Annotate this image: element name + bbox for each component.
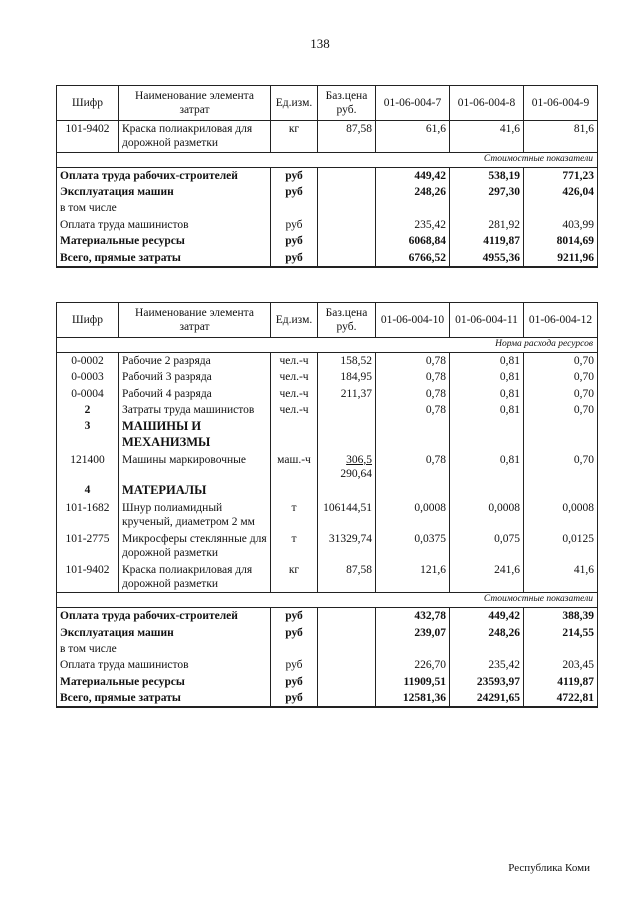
summary-row — [57, 690, 598, 707]
norm-value: 0,70 — [524, 386, 598, 402]
summary-name: Оплата труда машинистов — [57, 657, 271, 673]
summary-row — [57, 217, 598, 233]
resource-name: Рабочие 2 разряда — [119, 352, 271, 369]
base-price — [318, 402, 376, 418]
summary-name: Всего, прямые затраты — [57, 690, 271, 707]
summary-price-empty — [318, 250, 376, 267]
summary-value: 23593,97 — [450, 674, 524, 690]
column-header: 01-06-004-7 — [376, 86, 450, 121]
summary-row — [57, 608, 598, 625]
summary-price-empty — [318, 217, 376, 233]
norm-value: 0,075 — [450, 531, 524, 562]
norm-value — [376, 418, 450, 451]
table-row — [57, 386, 598, 402]
norm-value: 0,78 — [376, 352, 450, 369]
summary-price-empty — [318, 625, 376, 641]
base-price — [318, 482, 376, 500]
summary-value: 12581,36 — [376, 690, 450, 707]
summary-unit — [271, 641, 318, 657]
summary-value: 9211,96 — [524, 250, 598, 267]
norm-value: 0,0008 — [450, 500, 524, 531]
resource-code: 101-2775 — [57, 531, 119, 562]
summary-value — [450, 200, 524, 216]
summary-unit — [271, 200, 318, 216]
resource-code: 3 — [57, 418, 119, 451]
resource-code: 101-9402 — [57, 562, 119, 593]
base-price-alt-value: 290,64 — [340, 468, 372, 480]
summary-unit: руб — [271, 167, 318, 184]
summary-value: 203,45 — [524, 657, 598, 673]
summary-unit: руб — [271, 217, 318, 233]
norm-label: Норма расхода ресурсов — [57, 338, 598, 353]
norm-value: 0,78 — [376, 369, 450, 385]
summary-value: 4119,87 — [450, 233, 524, 249]
summary-row — [57, 657, 598, 673]
column-header: Наименование элемента затрат — [119, 303, 271, 338]
resource-name: Краска полиакриловая для дорожной разметки — [119, 121, 271, 153]
summary-price-empty — [318, 641, 376, 657]
summary-row — [57, 250, 598, 267]
norm-value — [376, 482, 450, 500]
base-price: 211,37 — [318, 386, 376, 402]
summary-value: 214,55 — [524, 625, 598, 641]
summary-value: 4119,87 — [524, 674, 598, 690]
summary-value: 403,99 — [524, 217, 598, 233]
summary-row — [57, 233, 598, 249]
table-header-row — [57, 303, 598, 338]
summary-value: 426,04 — [524, 184, 598, 200]
norm-value: 0,70 — [524, 452, 598, 483]
resource-unit: кг — [271, 562, 318, 593]
summary-price-empty — [318, 608, 376, 625]
base-price: 31329,74 — [318, 531, 376, 562]
summary-value: 281,92 — [450, 217, 524, 233]
resource-name: Микросферы стеклянные для дорожной разметки — [119, 531, 271, 562]
summary-price-empty — [318, 233, 376, 249]
summary-value: 239,07 — [376, 625, 450, 641]
cost-table — [56, 85, 598, 268]
norm-value: 81,6 — [524, 121, 598, 153]
norm-value: 0,0008 — [524, 500, 598, 531]
resource-unit — [271, 418, 318, 451]
base-price: 184,95 — [318, 369, 376, 385]
summary-unit: руб — [271, 625, 318, 641]
norm-value: 0,70 — [524, 402, 598, 418]
resource-unit: чел.-ч — [271, 352, 318, 369]
resource-code: 101-9402 — [57, 121, 119, 153]
column-header: Шифр — [57, 86, 119, 121]
page-number: 138 — [310, 36, 330, 51]
norm-value: 0,78 — [376, 402, 450, 418]
column-header: 01-06-004-10 — [376, 303, 450, 338]
table-row — [57, 352, 598, 369]
norm-value: 0,78 — [376, 452, 450, 483]
resource-name: Шнур полиамидный крученый, диаметром 2 мм — [119, 500, 271, 531]
resource-code: 0-0002 — [57, 352, 119, 369]
norm-value: 241,6 — [450, 562, 524, 593]
resource-code: 4 — [57, 482, 119, 500]
norm-value: 0,81 — [450, 352, 524, 369]
norm-value — [450, 418, 524, 451]
summary-row — [57, 200, 598, 216]
base-price: 87,58 — [318, 121, 376, 153]
resource-unit: маш.-ч — [271, 452, 318, 483]
summary-unit: руб — [271, 608, 318, 625]
summary-row — [57, 167, 598, 184]
summary-name: Оплата труда машинистов — [57, 217, 271, 233]
summary-value: 4722,81 — [524, 690, 598, 707]
resource-code: 2 — [57, 402, 119, 418]
column-header: Баз.цена руб. — [318, 86, 376, 121]
summary-value — [524, 200, 598, 216]
base-price-value: 306,5 — [346, 453, 372, 466]
column-header: 01-06-004-12 — [524, 303, 598, 338]
norm-value: 0,81 — [450, 452, 524, 483]
base-price: 106144,51 — [318, 500, 376, 531]
summary-value — [376, 641, 450, 657]
summary-price-empty — [318, 674, 376, 690]
summary-value — [450, 641, 524, 657]
summary-name: Оплата труда рабочих-строителей — [57, 167, 271, 184]
resource-name: Рабочий 3 разряда — [119, 369, 271, 385]
summary-value: 8014,69 — [524, 233, 598, 249]
summary-price-empty — [318, 657, 376, 673]
table-row — [57, 452, 598, 483]
summary-value: 235,42 — [450, 657, 524, 673]
summary-value: 226,70 — [376, 657, 450, 673]
column-header: 01-06-004-9 — [524, 86, 598, 121]
section-label: Стоимостные показатели — [57, 593, 598, 608]
norm-value — [450, 482, 524, 500]
table-row — [57, 500, 598, 531]
norm-value: 0,0125 — [524, 531, 598, 562]
base-price: 87,58 — [318, 562, 376, 593]
table-row — [57, 369, 598, 385]
norm-value: 0,78 — [376, 386, 450, 402]
summary-name: Материальные ресурсы — [57, 674, 271, 690]
summary-unit: руб — [271, 690, 318, 707]
summary-value: 449,42 — [450, 608, 524, 625]
column-header: Ед.изм. — [271, 303, 318, 338]
norm-value: 61,6 — [376, 121, 450, 153]
summary-unit: руб — [271, 674, 318, 690]
summary-name: в том числе — [57, 200, 271, 216]
summary-value: 248,26 — [376, 184, 450, 200]
footer-region: Республика Коми — [508, 862, 590, 874]
norm-value: 41,6 — [524, 562, 598, 593]
summary-value: 297,30 — [450, 184, 524, 200]
summary-value: 6068,84 — [376, 233, 450, 249]
resource-code: 0-0004 — [57, 386, 119, 402]
resource-code: 121400 — [57, 452, 119, 483]
summary-value: 235,42 — [376, 217, 450, 233]
summary-value: 11909,51 — [376, 674, 450, 690]
summary-row — [57, 641, 598, 657]
column-header: Наименование элемента затрат — [119, 86, 271, 121]
summary-price-empty — [318, 200, 376, 216]
resource-name: МАШИНЫ И МЕХАНИЗМЫ — [119, 418, 271, 451]
summary-row — [57, 184, 598, 200]
resource-code: 0-0003 — [57, 369, 119, 385]
summary-value: 388,39 — [524, 608, 598, 625]
resource-name: Затраты труда машинистов — [119, 402, 271, 418]
resource-unit: т — [271, 531, 318, 562]
table-row — [57, 418, 598, 451]
norm-value: 121,6 — [376, 562, 450, 593]
summary-value: 24291,65 — [450, 690, 524, 707]
table-row — [57, 562, 598, 593]
summary-value: 4955,36 — [450, 250, 524, 267]
table-header-row — [57, 86, 598, 121]
column-header: 01-06-004-11 — [450, 303, 524, 338]
norm-value: 0,81 — [450, 369, 524, 385]
summary-value — [524, 641, 598, 657]
norm-value: 0,81 — [450, 386, 524, 402]
base-price — [318, 452, 376, 483]
column-header: Шифр — [57, 303, 119, 338]
table-row — [57, 482, 598, 500]
summary-price-empty — [318, 184, 376, 200]
summary-value — [376, 200, 450, 216]
norm-value: 0,0375 — [376, 531, 450, 562]
summary-value: 771,23 — [524, 167, 598, 184]
base-price — [318, 418, 376, 451]
summary-name: Всего, прямые затраты — [57, 250, 271, 267]
summary-value: 6766,52 — [376, 250, 450, 267]
summary-unit: руб — [271, 657, 318, 673]
summary-price-empty — [318, 167, 376, 184]
summary-price-empty — [318, 690, 376, 707]
column-header: Ед.изм. — [271, 86, 318, 121]
table-row — [57, 402, 598, 418]
table-row — [57, 531, 598, 562]
norm-value: 0,81 — [450, 402, 524, 418]
resource-unit: чел.-ч — [271, 369, 318, 385]
summary-unit: руб — [271, 184, 318, 200]
summary-name: Эксплуатация машин — [57, 625, 271, 641]
summary-name: в том числе — [57, 641, 271, 657]
norm-value: 0,70 — [524, 369, 598, 385]
resource-unit — [271, 482, 318, 500]
summary-value: 538,19 — [450, 167, 524, 184]
resource-unit: чел.-ч — [271, 386, 318, 402]
summary-name: Эксплуатация машин — [57, 184, 271, 200]
resource-name: МАТЕРИАЛЫ — [119, 482, 271, 500]
resource-unit: кг — [271, 121, 318, 153]
norm-value — [524, 482, 598, 500]
resource-code: 101-1682 — [57, 500, 119, 531]
summary-name: Оплата труда рабочих-строителей — [57, 608, 271, 625]
summary-value: 248,26 — [450, 625, 524, 641]
norm-value: 0,70 — [524, 352, 598, 369]
section-label-row — [57, 152, 598, 167]
summary-name: Материальные ресурсы — [57, 233, 271, 249]
summary-unit: руб — [271, 250, 318, 267]
table-row — [57, 121, 598, 153]
base-price: 158,52 — [318, 352, 376, 369]
norm-value — [524, 418, 598, 451]
summary-value: 449,42 — [376, 167, 450, 184]
section-label-row — [57, 593, 598, 608]
summary-row — [57, 674, 598, 690]
summary-unit: руб — [271, 233, 318, 249]
resource-name: Машины маркировочные — [119, 452, 271, 483]
resource-unit: т — [271, 500, 318, 531]
norm-value: 41,6 — [450, 121, 524, 153]
resource-name: Краска полиакриловая для дорожной разметки — [119, 562, 271, 593]
summary-value: 432,78 — [376, 608, 450, 625]
column-header: 01-06-004-8 — [450, 86, 524, 121]
summary-row — [57, 625, 598, 641]
resource-unit: чел.-ч — [271, 402, 318, 418]
column-header: Баз.цена руб. — [318, 303, 376, 338]
norm-value: 0,0008 — [376, 500, 450, 531]
norm-label-row — [57, 338, 598, 353]
resource-name: Рабочий 4 разряда — [119, 386, 271, 402]
section-label: Стоимостные показатели — [57, 152, 598, 167]
cost-table — [56, 302, 598, 708]
